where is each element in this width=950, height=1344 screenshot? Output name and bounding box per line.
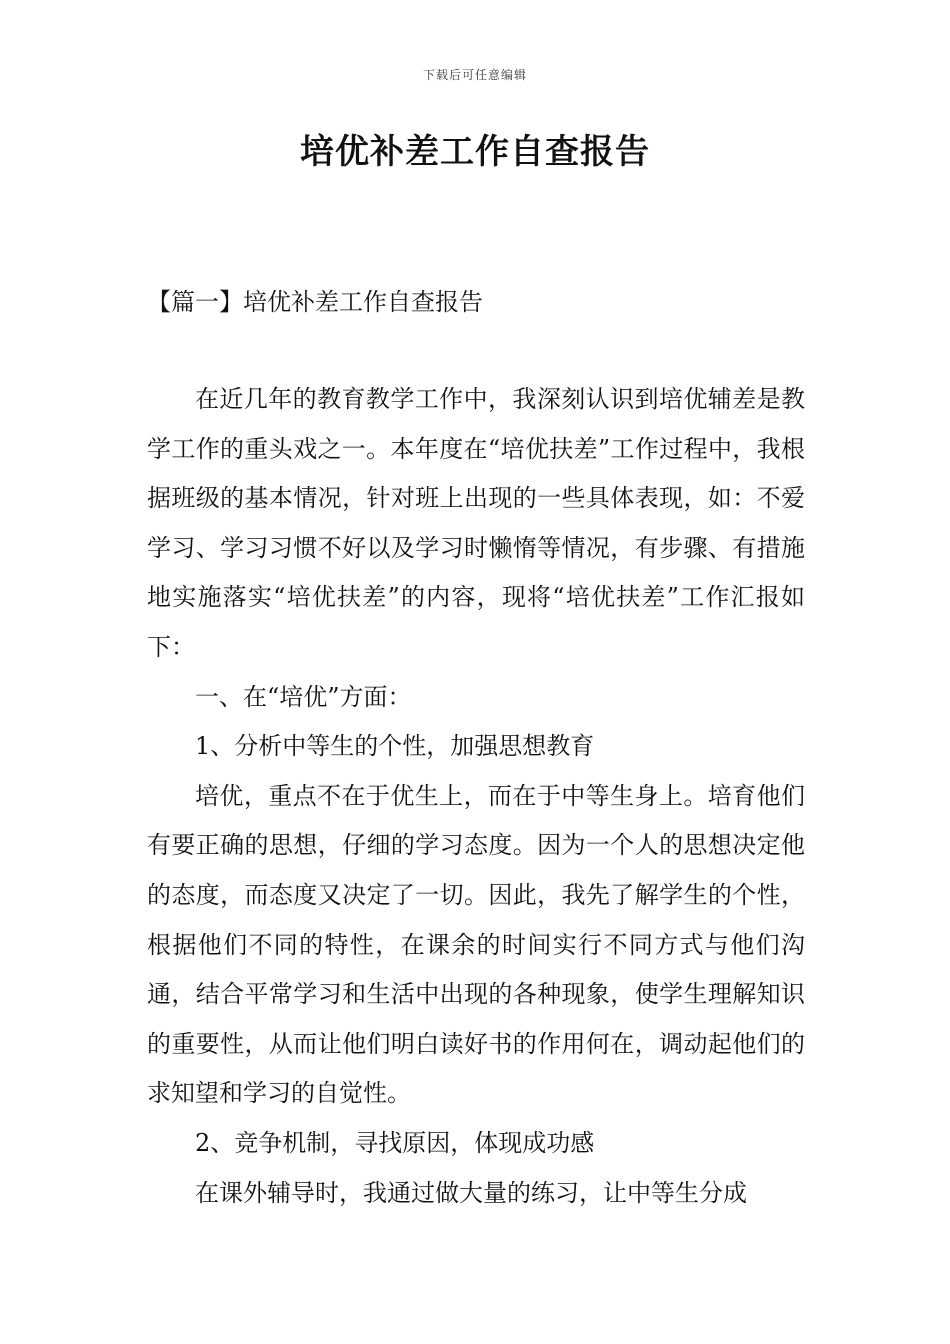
paragraph: 培优，重点不在于优生上，而在于中等生身上。培育他们有要正确的思想，仔细的学习态度。因为一个人的思想决定他的态度，而态度又决定了一切。因此，我先了解学生的个性，根据他们不同的特性，在课余的时间实行不同方式与他们沟通，结合平常学习和生活中出现的各种现象，使学生理解知识的重要性，从而让他们明白读好书的作用何在，调动起他们的求知望和学习的自觉性。	[147, 781, 805, 1108]
header-note: 下载后可任意编辑	[422, 68, 527, 82]
paragraph: 2、竞争机制，寻找原因，体现成功感	[195, 1128, 595, 1157]
section-heading: 【篇一】培优补差工作自查报告	[147, 288, 483, 316]
document-title: 培优补差工作自查报告	[300, 132, 650, 172]
body-text	[147, 375, 805, 1218]
paragraph: 在课外辅导时，我通过做大量的练习，让中等生分成	[195, 1178, 747, 1207]
paragraph: 在近几年的教育教学工作中，我深刻认识到培优辅差是教学工作的重头戏之一。本年度在“培优扶差”工作过程中，我根据班级的基本情况，针对班上出现的一些具体表现，如：不爱学习、学习习惯不好以及学习时懒惰等情况，有步骤、有措施地实施落实“培优扶差”的内容，现将“培优扶差”工作汇报如下：	[147, 385, 805, 661]
paragraph: 1、分析中等生的个性，加强思想教育	[195, 732, 595, 761]
paragraph: 一、在“培优”方面：	[195, 682, 412, 711]
